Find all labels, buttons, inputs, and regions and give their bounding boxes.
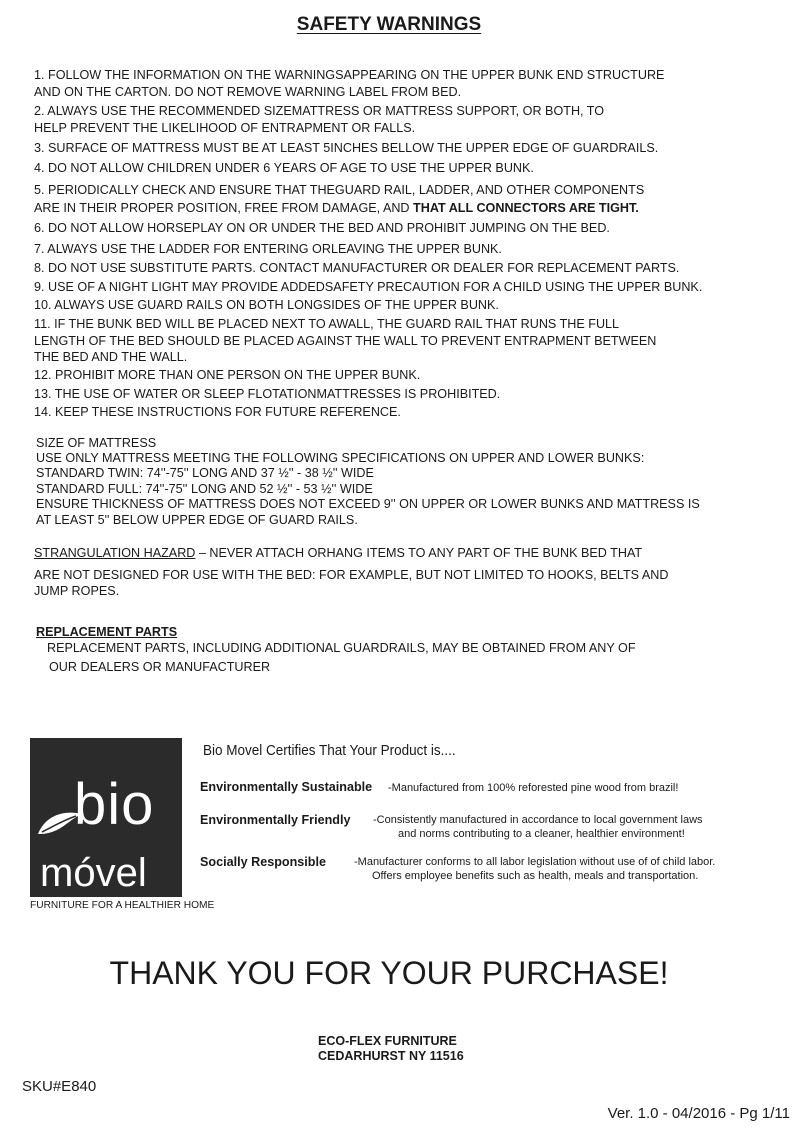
replacement-heading: REPLACEMENT PARTS bbox=[36, 625, 178, 639]
warning-line: 2. ALWAYS USE THE RECOMMENDED SIZEMATTRESS OR MATTRESS SUPPORT, OR BOTH, TO bbox=[34, 104, 605, 118]
warning-line: 10. ALWAYS USE GUARD RAILS ON BOTH LONGSIDES OF THE UPPER BUNK. bbox=[34, 298, 499, 312]
cert-text: Offers employee benefits such as health, meals and transportation. bbox=[372, 870, 699, 882]
logo-tagline: FURNITURE FOR A HEALTHIER HOME bbox=[30, 900, 215, 911]
warning-line: AND ON THE CARTON. DO NOT REMOVE WARNING LABEL FROM BED. bbox=[34, 85, 462, 99]
warning-line: 9. USE OF A NIGHT LIGHT MAY PROVIDE ADDEDSAFETY PRECAUTION FOR A CHILD USING THE UPPER BUNK. bbox=[34, 280, 703, 294]
warning-line: LENGTH OF THE BED SHOULD BE PLACED AGAINST THE WALL TO PREVENT ENTRAPMENT BETWEEN bbox=[34, 334, 657, 348]
cert-label: Socially Responsible bbox=[200, 855, 326, 869]
strangulation-line: JUMP ROPES. bbox=[34, 584, 120, 598]
version-footer: Ver. 1.0 - 04/2016 - Pg 1/11 bbox=[607, 1105, 790, 1122]
replacement-line: REPLACEMENT PARTS, INCLUDING ADDITIONAL GUARDRAILS, MAY BE OBTAINED FROM ANY OF bbox=[47, 641, 636, 655]
cert-label: Environmentally Friendly bbox=[200, 813, 351, 827]
page-title: SAFETY WARNINGS bbox=[296, 14, 482, 35]
mattress-line: USE ONLY MATTRESS MEETING THE FOLLOWING SPECIFICATIONS ON UPPER AND LOWER BUNKS: bbox=[36, 451, 645, 465]
mattress-line: STANDARD FULL: 74''-75'' LONG AND 52 ½'' - 53 ½'' WIDE bbox=[36, 482, 373, 496]
cert-text: -Manufacturer conforms to all labor legislation without use of of child labor. bbox=[354, 856, 716, 868]
mattress-heading: SIZE OF MATTRESS bbox=[36, 436, 157, 450]
logo-word-movel: móvel bbox=[40, 851, 147, 895]
replacement-line: OUR DEALERS OR MANUFACTURER bbox=[49, 660, 271, 674]
logo-word-bio: bio bbox=[74, 772, 155, 837]
warning-line: THE BED AND THE WALL. bbox=[34, 350, 188, 364]
strangulation-line: ARE NOT DESIGNED FOR USE WITH THE BED: FOR EXAMPLE, BUT NOT LIMITED TO HOOKS, BELTS AND bbox=[34, 568, 669, 582]
company-address bbox=[318, 1034, 464, 1064]
cert-text: and norms contributing to a cleaner, healthier environment! bbox=[398, 828, 685, 840]
warning-line: 3. SURFACE OF MATTRESS MUST BE AT LEAST 5INCHES BELLOW THE UPPER EDGE OF GUARDRAILS. bbox=[34, 141, 659, 155]
logo-band-movel bbox=[30, 851, 182, 897]
warning-line: HELP PREVENT THE LIKELIHOOD OF ENTRAPMENT OR FALLS. bbox=[34, 121, 416, 135]
strangulation-line bbox=[34, 546, 642, 561]
cert-text: -Manufactured from 100% reforested pine wood from brazil! bbox=[388, 782, 679, 794]
warning-line: 11. IF THE BUNK BED WILL BE PLACED NEXT TO AWALL, THE GUARD RAIL THAT RUNS THE FULL bbox=[34, 317, 620, 331]
address-line: CEDARHURST NY 11516 bbox=[318, 1049, 464, 1063]
warning-line: 5. PERIODICALLY CHECK AND ENSURE THAT THEGUARD RAIL, LADDER, AND OTHER COMPONENTS bbox=[34, 183, 645, 197]
cert-label: Environmentally Sustainable bbox=[200, 780, 373, 794]
mattress-line: STANDARD TWIN: 74''-75'' LONG AND 37 ½'' - 38 ½'' WIDE bbox=[36, 466, 374, 480]
warning-line: 14. KEEP THESE INSTRUCTIONS FOR FUTURE REFERENCE. bbox=[34, 405, 401, 419]
strangulation-heading: STRANGULATION HAZARD bbox=[34, 546, 196, 560]
warning-line: 12. PROHIBIT MORE THAN ONE PERSON ON THE UPPER BUNK. bbox=[34, 368, 421, 382]
address-line: ECO-FLEX FURNITURE bbox=[318, 1034, 457, 1048]
cert-text: -Consistently manufactured in accordance to local government laws bbox=[373, 814, 703, 826]
warning-line: 6. DO NOT ALLOW HORSEPLAY ON OR UNDER THE BED AND PROHIBIT JUMPING ON THE BED. bbox=[34, 221, 610, 235]
warning-line: 4. DO NOT ALLOW CHILDREN UNDER 6 YEARS OF AGE TO USE THE UPPER BUNK. bbox=[34, 161, 534, 175]
warning-line: 13. THE USE OF WATER OR SLEEP FLOTATIONMATTRESSES IS PROHIBITED. bbox=[34, 387, 501, 401]
warning-emphasis: THAT ALL CONNECTORS ARE TIGHT. bbox=[413, 201, 639, 215]
mattress-line: ENSURE THICKNESS OF MATTRESS DOES NOT EXCEED 9'' ON UPPER OR LOWER BUNKS AND MATTRESS IS bbox=[36, 497, 700, 511]
warning-text: ARE IN THEIR PROPER POSITION, FREE FROM DAMAGE, AND bbox=[34, 201, 414, 215]
warning-line bbox=[34, 201, 639, 216]
thank-you-heading: THANK YOU FOR YOUR PURCHASE! bbox=[109, 955, 669, 991]
sku-label: SKU#E840 bbox=[22, 1078, 97, 1095]
certification-title: Bio Movel Certifies That Your Product is.... bbox=[203, 742, 456, 759]
mattress-line: AT LEAST 5'' BELOW UPPER EDGE OF GUARD RAILS. bbox=[36, 513, 358, 527]
warning-line: 7. ALWAYS USE THE LADDER FOR ENTERING ORLEAVING THE UPPER BUNK. bbox=[34, 242, 502, 256]
warning-line: 8. DO NOT USE SUBSTITUTE PARTS. CONTACT MANUFACTURER OR DEALER FOR REPLACEMENT PARTS. bbox=[34, 261, 680, 275]
warning-line: 1. FOLLOW THE INFORMATION ON THE WARNINGSAPPEARING ON THE UPPER BUNK END STRUCTURE bbox=[34, 68, 665, 82]
strangulation-text: – NEVER ATTACH ORHANG ITEMS TO ANY PART OF THE BUNK BED THAT bbox=[195, 546, 643, 560]
